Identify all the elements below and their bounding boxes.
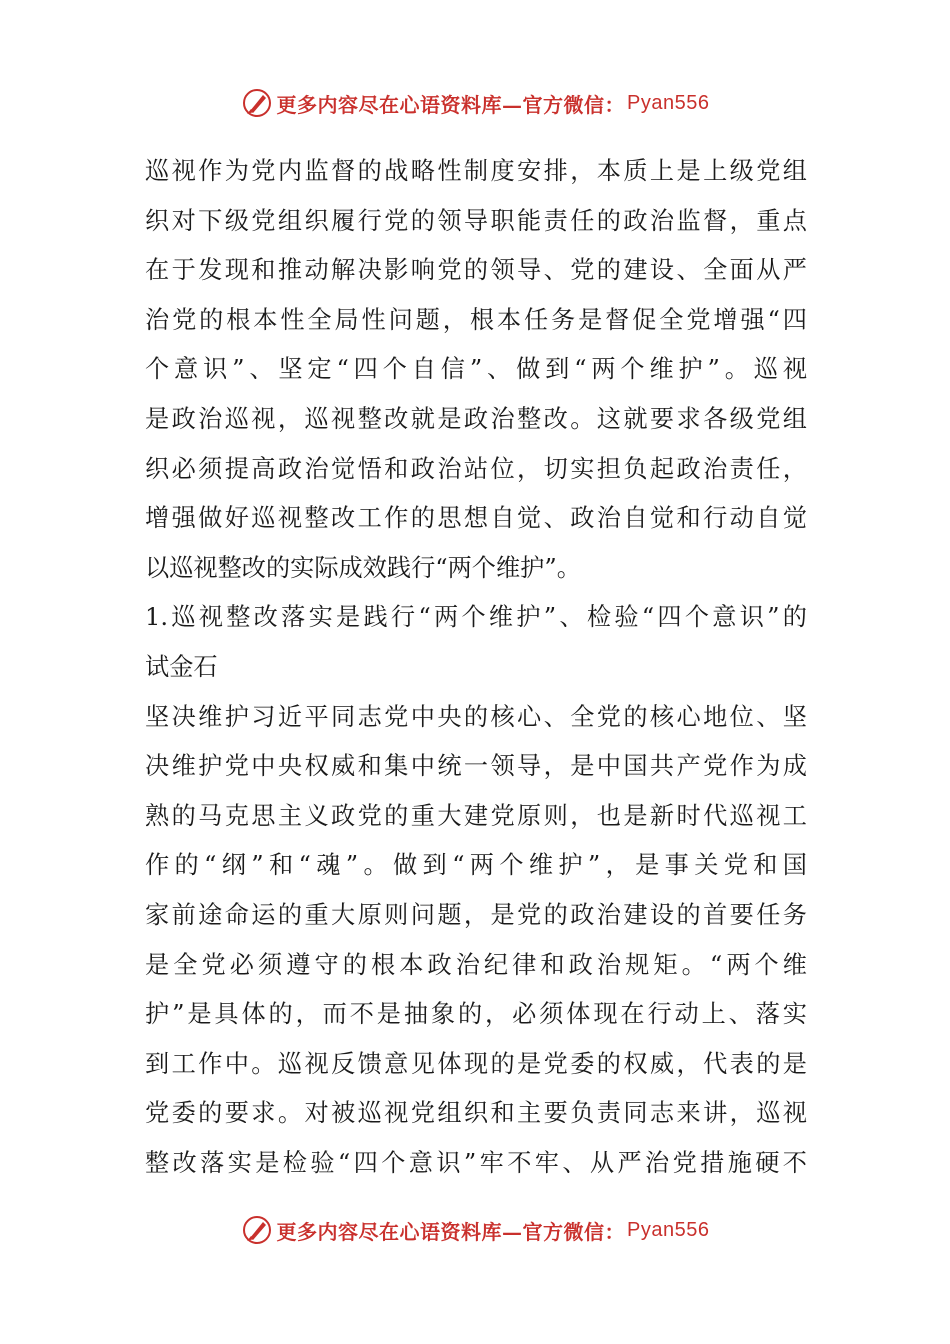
heading-line: 试金石 [145,652,218,681]
watermark-banner-bottom [0,1207,950,1253]
text-line: 作的“纲”和“魂”。做到“两个维护”，是事关党和国 [145,851,807,880]
text-line: 党委的要求。对被巡视党组织和主要负责同志来讲，巡视 [145,1099,807,1128]
text-line: 到工作中。巡视反馈意见体现的是党委的权威，代表的是 [145,1049,807,1078]
text-line: 家前途命运的重大原则问题，是党的政治建设的首要任务 [145,900,807,929]
text-line: 是政治巡视，巡视整改就是政治整改。这就要求各级党组 [145,404,807,433]
text-line: 熟的马克思主义政党的重大建党原则，也是新时代巡视工 [145,801,807,830]
section-heading [145,593,807,692]
text-line: 织必须提高政治觉悟和政治站位，切实担负起政治责任， [145,454,807,483]
text-line: 整改落实是检验“四个意识”牢不牢、从严治党措施硬不 [145,1148,807,1177]
paragraph-intro [145,147,807,593]
heading-line: 1.巡视整改落实是践行“两个维护”、检验“四个意识”的 [145,603,807,632]
watermark-wechat-id: Pyan556 [627,1218,710,1241]
text-line: 护”是具体的，而不是抽象的，必须体现在行动上、落实 [145,1000,807,1029]
watermark-wechat-id: Pyan556 [627,91,710,114]
watermark-text: 更多内容尽在心语资料库—官方微信： [276,1219,626,1244]
watermark-banner-top [0,80,950,126]
text-line: 在于发现和推动解决影响党的领导、党的建设、全面从严 [145,256,807,285]
text-line: 织对下级党组织履行党的领导职能责任的政治监督，重点 [145,206,807,235]
text-line: 个意识”、坚定“四个自信”、做到“两个维护”。巡视 [145,355,807,384]
paragraph-body [145,693,807,1189]
pen-nib-circle-icon [241,87,273,119]
text-line: 治党的根本性全局性问题，根本任务是督促全党增强“四 [145,305,807,334]
pen-nib-circle-icon [241,1214,273,1246]
text-line: 坚决维护习近平同志党中央的核心、全党的核心地位、坚 [145,702,807,731]
text-line: 决维护党中央权威和集中统一领导，是中国共产党作为成 [145,752,807,781]
watermark-text: 更多内容尽在心语资料库—官方微信： [276,92,626,117]
text-line: 是全党必须遵守的根本政治纪律和政治规矩。“两个维 [145,950,807,979]
document-body [145,147,807,1188]
text-line: 以巡视整改的实际成效践行“两个维护”。 [145,553,581,582]
text-line: 巡视作为党内监督的战略性制度安排，本质上是上级党组 [145,157,807,185]
text-line: 增强做好巡视整改工作的思想自觉、政治自觉和行动自觉 [145,504,807,533]
